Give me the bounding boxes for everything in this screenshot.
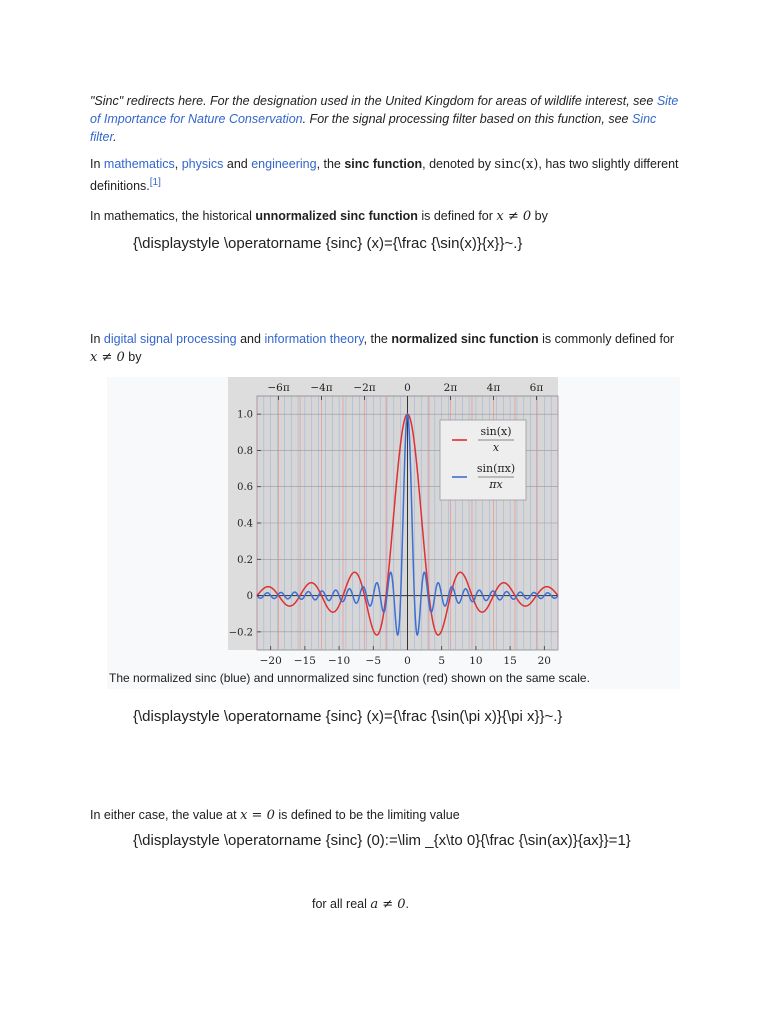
- latex-formula-limit: {\displaystyle \operatorname {sinc} (0):=\lim _{x\to 0}{\frac {\sin(ax)}{ax}}=1}: [133, 832, 631, 849]
- text: , has two slightly different definitions.: [90, 157, 679, 194]
- figure-caption: The normalized sinc (blue) and unnormalized sinc function (red) shown on the same scale.: [109, 671, 590, 685]
- intro-paragraph: [90, 155, 680, 195]
- x-tick-label-top: 2π: [443, 382, 458, 394]
- legend-label-numerator: sin(πx): [476, 462, 516, 475]
- x-tick-label: −10: [328, 655, 351, 667]
- text: In either case, the value at: [90, 808, 241, 822]
- text: by: [531, 209, 548, 223]
- x-tick-label-top: 0: [404, 382, 411, 394]
- text: In: [90, 157, 104, 171]
- x-tick-label-top: −4π: [310, 382, 333, 394]
- math-sinc: sinc(x): [494, 157, 539, 172]
- normalized-paragraph: [90, 330, 680, 367]
- x-tick-label: −15: [293, 655, 316, 667]
- legend-label-denominator: x: [492, 441, 500, 454]
- y-tick-label: 0.8: [237, 445, 253, 457]
- x-tick-label-top: −2π: [353, 382, 376, 394]
- x-tick-label: −5: [365, 655, 382, 667]
- hatnote: [90, 92, 680, 146]
- text: and: [236, 332, 265, 346]
- text: and: [223, 157, 252, 171]
- link-digital-signal-processing[interactable]: digital signal processing: [103, 332, 237, 346]
- link-mathematics[interactable]: mathematics: [103, 157, 175, 171]
- hatnote-text: .: [113, 130, 117, 144]
- forall-line: [312, 897, 409, 912]
- x-tick-label: 0: [404, 655, 411, 667]
- x-tick-label: 10: [469, 655, 483, 667]
- legend-label-numerator: sin(x): [480, 425, 512, 438]
- x-tick-label: 15: [503, 655, 517, 667]
- math-inline: x = 0: [240, 808, 275, 823]
- limit-paragraph: [90, 806, 680, 825]
- x-tick-label: 20: [537, 655, 552, 667]
- latex-formula-unnormalized: {\displaystyle \operatorname {sinc} (x)={\frac {\sin(x)}{x}}~.}: [133, 235, 523, 252]
- hatnote-text: . For the signal processing filter based on this function, see: [302, 112, 632, 126]
- text: , the: [316, 157, 345, 171]
- legend-label-denominator: πx: [489, 478, 503, 491]
- reference-1[interactable]: [1]: [149, 177, 161, 188]
- hatnote-text: "Sinc" redirects here. For the designation used in the United Kingdom for areas of wildlife interest, see: [90, 94, 657, 108]
- text: .: [405, 897, 410, 911]
- text: In mathematics, the historical: [90, 209, 256, 223]
- y-tick-label: −0.2: [228, 627, 253, 639]
- bold-term: unnormalized sinc function: [255, 209, 418, 223]
- y-tick-label: 1.0: [237, 409, 253, 421]
- unnormalized-paragraph: [90, 207, 680, 226]
- link-site-of-importance[interactable]: Site of Importance for Nature Conservation: [90, 94, 679, 126]
- math-inline: a ≠ 0: [370, 897, 406, 912]
- x-tick-label: −20: [259, 655, 282, 667]
- figure: [107, 377, 680, 689]
- bold-term: normalized sinc function: [391, 332, 539, 346]
- y-tick-label: 0.2: [237, 554, 253, 566]
- x-tick-label-top: 4π: [486, 382, 501, 394]
- text: , denoted by: [422, 157, 495, 171]
- text: is commonly defined for: [538, 332, 675, 346]
- bold-term: sinc function: [344, 157, 423, 171]
- sinc-chart[interactable]: [107, 377, 680, 667]
- link-engineering[interactable]: engineering: [251, 157, 317, 171]
- y-tick-label: 0: [246, 591, 253, 603]
- text: In: [90, 332, 104, 346]
- text: for all real: [312, 897, 371, 911]
- y-tick-label: 0.6: [237, 482, 253, 494]
- x-tick-label: 5: [438, 655, 446, 667]
- latex-formula-normalized: {\displaystyle \operatorname {sinc} (x)={\frac {\sin(\pi x)}{\pi x}}~.}: [133, 708, 563, 725]
- text: , the: [363, 332, 392, 346]
- x-tick-label-top: 6π: [529, 382, 544, 394]
- text: by: [124, 350, 142, 364]
- link-information-theory[interactable]: information theory: [264, 332, 364, 346]
- text: is defined for: [417, 209, 497, 223]
- text: is defined to be the limiting value: [274, 808, 460, 822]
- text: ,: [174, 157, 182, 171]
- link-sinc-filter[interactable]: Sinc filter: [90, 112, 657, 144]
- y-tick-label: 0.4: [237, 518, 253, 530]
- math-inline: x ≠ 0: [90, 350, 125, 365]
- link-physics[interactable]: physics: [181, 157, 224, 171]
- x-tick-label-top: −6π: [267, 382, 290, 394]
- math-inline: x ≠ 0: [496, 209, 532, 224]
